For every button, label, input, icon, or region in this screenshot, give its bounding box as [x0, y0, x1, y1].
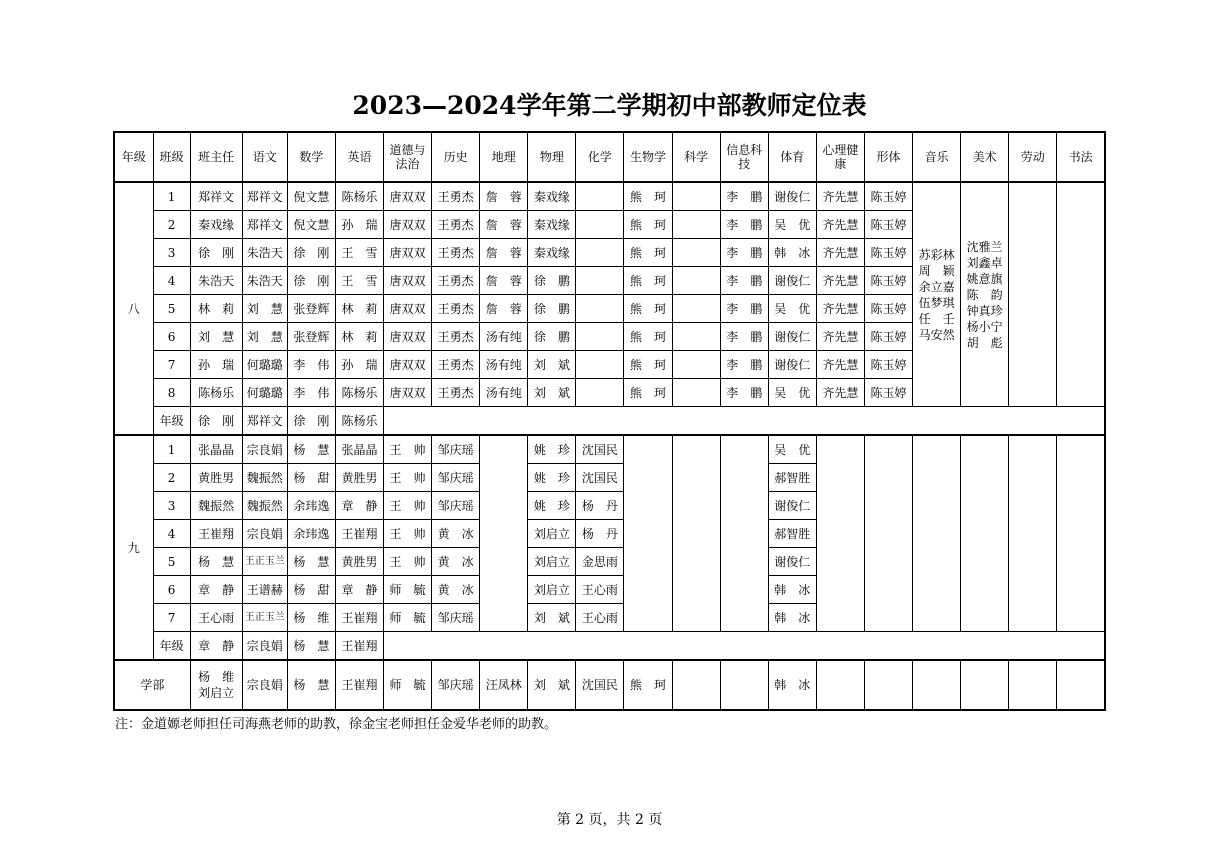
math-teacher: 杨 甜: [287, 464, 335, 492]
psychology-teacher: 齐先慧: [816, 267, 864, 295]
header-cell: 道德与法治: [384, 132, 432, 182]
physics-teacher: 秦戏缘: [528, 211, 576, 239]
english-teacher: 王 雪: [335, 267, 383, 295]
physics-teacher: 刘 斌: [528, 351, 576, 379]
chinese-teacher: 朱浩天: [242, 267, 287, 295]
homeroom-teacher: 秦戏缘: [190, 211, 242, 239]
dept-ethics: 师 毓: [384, 660, 432, 710]
chemistry-teacher: [576, 239, 624, 267]
chemistry-teacher: [576, 211, 624, 239]
page-number: 第 2 页，共 2 页: [556, 812, 663, 828]
homeroom-teacher: 张晶晶: [190, 435, 242, 464]
biology-teacher: 熊 珂: [624, 239, 672, 267]
homeroom-teacher: 陈杨乐: [190, 379, 242, 407]
header-cell: 历史: [432, 132, 480, 182]
ethics-teacher: 唐双双: [384, 182, 432, 211]
pe-teacher: 谢俊仁: [768, 182, 816, 211]
science-teacher: [672, 182, 720, 211]
header-cell: 科学: [672, 132, 720, 182]
science-teacher: [672, 267, 720, 295]
english-teacher: 黄胜男: [335, 464, 383, 492]
chinese-teacher: 王谱赫: [242, 576, 287, 604]
class-number: 8: [153, 379, 190, 407]
chinese-teacher: 郑祥文: [242, 182, 287, 211]
geography-teacher: 汤有纯: [480, 379, 528, 407]
teacher-table: [113, 131, 1106, 711]
class-number: 6: [153, 576, 190, 604]
math-teacher: 倪文慧: [287, 211, 335, 239]
ethics-teacher: 唐双双: [384, 379, 432, 407]
math-teacher: 徐 刚: [287, 239, 335, 267]
chemistry-teacher: 王心雨: [576, 576, 624, 604]
geography-teacher: [480, 435, 528, 632]
music-teacher: [913, 435, 961, 632]
psychology-teacher: 齐先慧: [816, 323, 864, 351]
it-teacher: 李 鹏: [720, 295, 768, 323]
chinese-teacher: 王正玉兰: [242, 604, 287, 632]
art-teacher-name: 沈雅兰: [966, 239, 1003, 254]
dept-chinese: 宗良娟: [242, 660, 287, 710]
physics-teacher: 秦戏缘: [528, 182, 576, 211]
dept-chemistry: 沈国民: [576, 660, 624, 710]
class-number: 4: [153, 520, 190, 548]
geography-teacher: 詹 蓉: [480, 295, 528, 323]
dept-it: [720, 660, 768, 710]
math-teacher: 徐 刚: [287, 267, 335, 295]
music-teacher-name: 苏彩林: [918, 247, 955, 262]
header-cell: 英语: [335, 132, 383, 182]
homeroom-teacher: 杨 慧: [190, 548, 242, 576]
calligraphy-teacher: [1057, 182, 1105, 407]
chemistry-teacher: 杨 丹: [576, 520, 624, 548]
class-number: 7: [153, 351, 190, 379]
dept-math: 杨 慧: [287, 660, 335, 710]
history-teacher: 王勇杰: [432, 323, 480, 351]
grade-row-label: 年级: [153, 632, 190, 661]
pe-teacher: 吴 优: [768, 435, 816, 464]
grade-english-leader: 王崔翔: [335, 632, 383, 661]
math-teacher: 张登辉: [287, 295, 335, 323]
history-teacher: 王勇杰: [432, 267, 480, 295]
class-number: 1: [153, 435, 190, 464]
dept-calligraphy: [1057, 660, 1105, 710]
homeroom-teacher: 王崔翔: [190, 520, 242, 548]
math-teacher: 张登辉: [287, 323, 335, 351]
header-cell: 年级: [114, 132, 153, 182]
ethics-teacher: 唐双双: [384, 211, 432, 239]
english-teacher: 林 莉: [335, 295, 383, 323]
ethics-teacher: 师 毓: [384, 576, 432, 604]
it-teacher: 李 鹏: [720, 351, 768, 379]
header-cell: 心理健康: [816, 132, 864, 182]
grade-leader: 徐 刚: [190, 407, 242, 436]
pe-teacher: 谢俊仁: [768, 267, 816, 295]
homeroom-teacher: 朱浩天: [190, 267, 242, 295]
chemistry-teacher: [576, 323, 624, 351]
chemistry-teacher: [576, 295, 624, 323]
english-teacher: 章 静: [335, 492, 383, 520]
header-cell: 美术: [961, 132, 1009, 182]
homeroom-teacher: 徐 刚: [190, 239, 242, 267]
header-cell: 班主任: [190, 132, 242, 182]
footnote: 注：金道嫄老师担任司海燕老师的助教，徐金宝老师担任金爱华老师的助教。: [115, 717, 558, 732]
pe-teacher: 韩 冰: [768, 604, 816, 632]
grade-math-leader: 杨 慧: [287, 632, 335, 661]
english-teacher: 孙 瑞: [335, 211, 383, 239]
header-cell: 物理: [528, 132, 576, 182]
biology-teacher: 熊 珂: [624, 295, 672, 323]
chemistry-teacher: [576, 182, 624, 211]
english-teacher: 章 静: [335, 576, 383, 604]
homeroom-teacher: 郑祥文: [190, 182, 242, 211]
chinese-teacher: 何璐璐: [242, 351, 287, 379]
music-teacher-name: 周 颖: [918, 263, 955, 278]
art-teacher: [961, 435, 1009, 632]
dance-teacher: [864, 435, 912, 632]
music-teacher-name: 伍梦琪: [918, 295, 955, 310]
grade-row-label: 年级: [153, 407, 190, 436]
dept-physics: 刘 斌: [528, 660, 576, 710]
english-teacher: 王崔翔: [335, 604, 383, 632]
department-leader-name: 杨 维: [198, 670, 235, 684]
pe-teacher: 吴 优: [768, 295, 816, 323]
dance-teacher: 陈玉婷: [864, 379, 912, 407]
english-teacher: 王 雪: [335, 239, 383, 267]
ethics-teacher: 王 帅: [384, 492, 432, 520]
history-teacher: 王勇杰: [432, 239, 480, 267]
homeroom-teacher: 黄胜男: [190, 464, 242, 492]
physics-teacher: 姚 珍: [528, 464, 576, 492]
geography-teacher: 詹 蓉: [480, 211, 528, 239]
header-cell: 体育: [768, 132, 816, 182]
psychology-teacher: 齐先慧: [816, 295, 864, 323]
physics-teacher: 姚 珍: [528, 492, 576, 520]
chinese-teacher: 朱浩天: [242, 239, 287, 267]
chemistry-teacher: 沈国民: [576, 435, 624, 464]
history-teacher: 邹庆瑶: [432, 464, 480, 492]
header-cell: 生物学: [624, 132, 672, 182]
grade-chinese-leader: 宗良娟: [242, 632, 287, 661]
it-teacher: [720, 435, 768, 632]
ethics-teacher: 唐双双: [384, 267, 432, 295]
dept-geography: 汪凤林: [480, 660, 528, 710]
dept-pe: 韩 冰: [768, 660, 816, 710]
chinese-teacher: 刘 慧: [242, 323, 287, 351]
dance-teacher: 陈玉婷: [864, 239, 912, 267]
ethics-teacher: 唐双双: [384, 323, 432, 351]
geography-teacher: 汤有纯: [480, 323, 528, 351]
labor-teacher: [1009, 435, 1057, 632]
grade-row-empty: [384, 632, 1106, 661]
page-title: 2023—2024学年第二学期初中部教师定位表: [352, 91, 867, 120]
department-leaders: [190, 660, 242, 710]
class-number: 7: [153, 604, 190, 632]
ethics-teacher: 唐双双: [384, 351, 432, 379]
psychology-teacher: 齐先慧: [816, 379, 864, 407]
chemistry-teacher: 杨 丹: [576, 492, 624, 520]
chinese-teacher: 宗良娟: [242, 435, 287, 464]
science-teacher: [672, 379, 720, 407]
ethics-teacher: 王 帅: [384, 520, 432, 548]
history-teacher: 黄 冰: [432, 548, 480, 576]
geography-teacher: 汤有纯: [480, 351, 528, 379]
science-teacher: [672, 323, 720, 351]
art-teacher-name: 钟真珍: [966, 303, 1003, 318]
physics-teacher: 徐 鹏: [528, 323, 576, 351]
music-teacher-name: 余立嘉: [918, 279, 955, 294]
dance-teacher: 陈玉婷: [864, 295, 912, 323]
biology-teacher: 熊 珂: [624, 267, 672, 295]
dept-science: [672, 660, 720, 710]
geography-teacher: 詹 蓉: [480, 267, 528, 295]
history-teacher: 黄 冰: [432, 576, 480, 604]
pe-teacher: 谢俊仁: [768, 492, 816, 520]
physics-teacher: 刘 斌: [528, 379, 576, 407]
history-teacher: 王勇杰: [432, 351, 480, 379]
history-teacher: 黄 冰: [432, 520, 480, 548]
history-teacher: 王勇杰: [432, 182, 480, 211]
homeroom-teacher: 林 莉: [190, 295, 242, 323]
dance-teacher: 陈玉婷: [864, 267, 912, 295]
math-teacher: 倪文慧: [287, 182, 335, 211]
history-teacher: 王勇杰: [432, 211, 480, 239]
dept-art: [961, 660, 1009, 710]
header-cell: 劳动: [1009, 132, 1057, 182]
math-teacher: 杨 慧: [287, 435, 335, 464]
biology-teacher: 熊 珂: [624, 211, 672, 239]
class-number: 3: [153, 492, 190, 520]
chinese-teacher: 魏振然: [242, 464, 287, 492]
header-cell: 语文: [242, 132, 287, 182]
homeroom-teacher: 刘 慧: [190, 323, 242, 351]
class-number: 6: [153, 323, 190, 351]
chemistry-teacher: 王心雨: [576, 604, 624, 632]
pe-teacher: 郝智胜: [768, 464, 816, 492]
class-number: 2: [153, 464, 190, 492]
pe-teacher: 韩 冰: [768, 239, 816, 267]
art-teacher-name: 胡 彪: [966, 335, 1003, 350]
class-number: 3: [153, 239, 190, 267]
it-teacher: 李 鹏: [720, 323, 768, 351]
pe-teacher: 谢俊仁: [768, 548, 816, 576]
department-label: 学部: [114, 660, 190, 710]
it-teacher: 李 鹏: [720, 182, 768, 211]
art-teacher-name: 杨小宁: [966, 319, 1003, 334]
science-teacher: [672, 295, 720, 323]
physics-teacher: 刘启立: [528, 576, 576, 604]
psychology-teacher: 齐先慧: [816, 239, 864, 267]
math-teacher: 余玮逸: [287, 492, 335, 520]
physics-teacher: 刘启立: [528, 520, 576, 548]
geography-teacher: 詹 蓉: [480, 182, 528, 211]
it-teacher: 李 鹏: [720, 211, 768, 239]
art-teacher-name: 姚意旗: [966, 271, 1003, 286]
pe-teacher: 吴 优: [768, 379, 816, 407]
header-cell: 形体: [864, 132, 912, 182]
header-cell: 信息科技: [720, 132, 768, 182]
ethics-teacher: 王 帅: [384, 464, 432, 492]
science-teacher: [672, 211, 720, 239]
history-teacher: 王勇杰: [432, 379, 480, 407]
grade-leader: 章 静: [190, 632, 242, 661]
it-teacher: 李 鹏: [720, 379, 768, 407]
class-number: 5: [153, 295, 190, 323]
homeroom-teacher: 王心雨: [190, 604, 242, 632]
history-teacher: 王勇杰: [432, 295, 480, 323]
dance-teacher: 陈玉婷: [864, 351, 912, 379]
homeroom-teacher: 孙 瑞: [190, 351, 242, 379]
science-teacher: [672, 435, 720, 632]
grade-chinese-leader: 郑祥文: [242, 407, 287, 436]
header-cell: 地理: [480, 132, 528, 182]
physics-teacher: 徐 鹏: [528, 267, 576, 295]
class-number: 5: [153, 548, 190, 576]
chinese-teacher: 刘 慧: [242, 295, 287, 323]
chemistry-teacher: 金思雨: [576, 548, 624, 576]
biology-teacher: 熊 珂: [624, 323, 672, 351]
grade-english-leader: 陈杨乐: [335, 407, 383, 436]
physics-teacher: 刘 斌: [528, 604, 576, 632]
math-teacher: 杨 维: [287, 604, 335, 632]
pe-teacher: 韩 冰: [768, 576, 816, 604]
math-teacher: 余玮逸: [287, 520, 335, 548]
physics-teacher: 徐 鹏: [528, 295, 576, 323]
dept-dance: [864, 660, 912, 710]
header-cell: 音乐: [913, 132, 961, 182]
biology-teacher: [624, 435, 672, 632]
grade-row-empty: [384, 407, 1106, 436]
chemistry-teacher: [576, 267, 624, 295]
dance-teacher: 陈玉婷: [864, 323, 912, 351]
chinese-teacher: 何璐璐: [242, 379, 287, 407]
history-teacher: 邹庆瑶: [432, 492, 480, 520]
geography-teacher: 詹 蓉: [480, 239, 528, 267]
physics-teacher: 刘启立: [528, 548, 576, 576]
calligraphy-teacher: [1057, 435, 1105, 632]
english-teacher: 王崔翔: [335, 520, 383, 548]
grade-math-leader: 徐 刚: [287, 407, 335, 436]
header-cell: 化学: [576, 132, 624, 182]
music-teachers: [913, 182, 961, 407]
history-teacher: 邹庆瑶: [432, 435, 480, 464]
physics-teacher: 秦戏缘: [528, 239, 576, 267]
english-teacher: 陈杨乐: [335, 379, 383, 407]
class-number: 4: [153, 267, 190, 295]
dept-music: [913, 660, 961, 710]
art-teachers: [961, 182, 1009, 407]
homeroom-teacher: 章 静: [190, 576, 242, 604]
dept-biology: 熊 珂: [624, 660, 672, 710]
chemistry-teacher: 沈国民: [576, 464, 624, 492]
psychology-teacher: 齐先慧: [816, 211, 864, 239]
music-teacher-name: 马安然: [918, 327, 955, 342]
math-teacher: 杨 甜: [287, 576, 335, 604]
department-leader-name: 刘启立: [198, 686, 235, 700]
it-teacher: 李 鹏: [720, 239, 768, 267]
class-number: 1: [153, 182, 190, 211]
english-teacher: 孙 瑞: [335, 351, 383, 379]
psychology-teacher: 齐先慧: [816, 182, 864, 211]
dance-teacher: 陈玉婷: [864, 211, 912, 239]
dance-teacher: 陈玉婷: [864, 182, 912, 211]
ethics-teacher: 王 帅: [384, 435, 432, 464]
ethics-teacher: 王 帅: [384, 548, 432, 576]
music-teacher-name: 任 壬: [918, 311, 955, 326]
pe-teacher: 谢俊仁: [768, 323, 816, 351]
ethics-teacher: 唐双双: [384, 295, 432, 323]
chinese-teacher: 魏振然: [242, 492, 287, 520]
ethics-teacher: 唐双双: [384, 239, 432, 267]
biology-teacher: 熊 珂: [624, 351, 672, 379]
english-teacher: 林 莉: [335, 323, 383, 351]
labor-teacher: [1009, 182, 1057, 407]
math-teacher: 李 伟: [287, 379, 335, 407]
dept-history: 邹庆瑶: [432, 660, 480, 710]
art-teacher-name: 刘鑫卓: [966, 255, 1003, 270]
pe-teacher: 谢俊仁: [768, 351, 816, 379]
chinese-teacher: 郑祥文: [242, 211, 287, 239]
chemistry-teacher: [576, 351, 624, 379]
math-teacher: 李 伟: [287, 351, 335, 379]
art-teacher-name: 陈 韵: [966, 287, 1003, 302]
math-teacher: 杨 慧: [287, 548, 335, 576]
it-teacher: 李 鹏: [720, 267, 768, 295]
header-cell: 书法: [1057, 132, 1105, 182]
english-teacher: 黄胜男: [335, 548, 383, 576]
class-number: 2: [153, 211, 190, 239]
history-teacher: 邹庆瑶: [432, 604, 480, 632]
dept-english: 王崔翔: [335, 660, 383, 710]
homeroom-teacher: 魏振然: [190, 492, 242, 520]
grade-label: 八: [114, 182, 153, 435]
grade-label: 九: [114, 435, 153, 660]
chemistry-teacher: [576, 379, 624, 407]
psychology-teacher: 齐先慧: [816, 351, 864, 379]
science-teacher: [672, 239, 720, 267]
ethics-teacher: 师 毓: [384, 604, 432, 632]
chinese-teacher: 宗良娟: [242, 520, 287, 548]
physics-teacher: 姚 珍: [528, 435, 576, 464]
pe-teacher: 吴 优: [768, 211, 816, 239]
psychology-teacher: [816, 435, 864, 632]
header-cell: 班级: [153, 132, 190, 182]
english-teacher: 张晶晶: [335, 435, 383, 464]
science-teacher: [672, 351, 720, 379]
biology-teacher: 熊 珂: [624, 182, 672, 211]
english-teacher: 陈杨乐: [335, 182, 383, 211]
header-cell: 数学: [287, 132, 335, 182]
dept-labor: [1009, 660, 1057, 710]
chinese-teacher: 王正玉兰: [242, 548, 287, 576]
dept-psychology: [816, 660, 864, 710]
pe-teacher: 郝智胜: [768, 520, 816, 548]
biology-teacher: 熊 珂: [624, 379, 672, 407]
